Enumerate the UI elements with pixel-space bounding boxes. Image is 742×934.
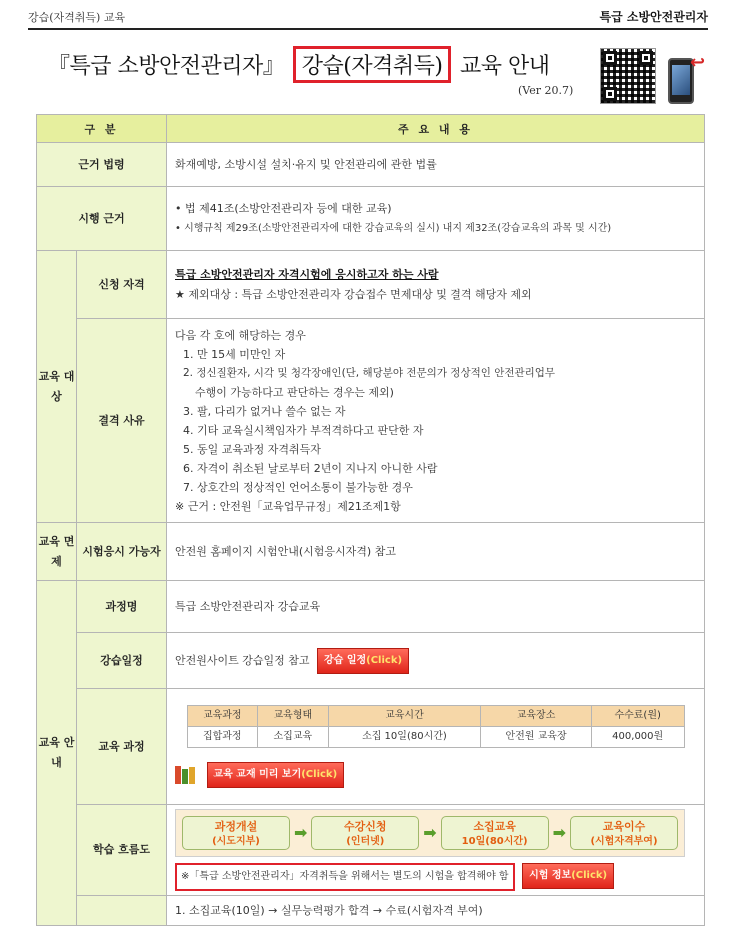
arrow-right-icon: ➡ (293, 823, 308, 842)
disq-line: 6. 자격이 취소된 날로부터 2년이 지나지 아니한 사람 (183, 461, 438, 475)
course-cell (167, 689, 705, 805)
page-header (28, 8, 708, 30)
last-row-text: 1. 소집교육(10일) → 실무능력평가 합격 → 수료(시험자격 부여) (167, 896, 705, 926)
impl-basis-line: • 법 제41조(소방안전관리자 등에 대한 교육) (175, 201, 392, 215)
legal-basis-text: 화재예방, 소방시설 설치·유지 및 안전관리에 관한 법률 (167, 143, 705, 187)
schedule-cell (167, 633, 705, 689)
impl-basis-line: • 시행규칙 제29조(소방안전관리자에 대한 강습교육의 실시) 내지 제32조(강습교육의 과목 및 시간) (175, 222, 612, 234)
course-col-header: 교육과정 (187, 706, 258, 727)
header-left: 강습(자격취득) 교육 (28, 11, 126, 24)
qualification-line2: ★ 제외대상 : 특급 소방안전관리자 강습접수 면제대상 및 결격 해당자 제외 (175, 287, 532, 301)
course-col-header: 수수료(원) (591, 706, 684, 727)
books-icon (175, 766, 195, 784)
qualification-label: 신청 자격 (77, 251, 167, 319)
flow-step (570, 816, 678, 850)
textbook-preview-button[interactable] (207, 762, 345, 788)
course-cell-value: 소집 10일(80시간) (328, 727, 481, 748)
disqualification-text (167, 319, 705, 523)
course-col-header: 교육장소 (481, 706, 592, 727)
disq-line: ※ 근거 : 안전원「교육업무규정」제21조제1항 (175, 499, 401, 513)
preview-button-label: 교육 교재 미리 보기 (213, 769, 302, 780)
title-highlight: 강습(자격취득) (293, 46, 452, 83)
qualification-line1: 특급 소방안전관리자 자격시험에 응시하고자 하는 사람 (175, 267, 439, 281)
course-name-label: 과정명 (77, 581, 167, 633)
guide-group-label: 교육 안내 (37, 581, 77, 926)
schedule-label: 강습일정 (77, 633, 167, 689)
qr-code-icon[interactable] (600, 48, 656, 104)
flow-step-title: 소집교육 (473, 820, 516, 833)
schedule-click-label: (Click) (366, 654, 403, 666)
course-cell-value: 400,000원 (591, 727, 684, 748)
header-right: 특급 소방안전관리자 (599, 10, 708, 24)
flow-cell (167, 805, 705, 896)
course-col-header: 교육형태 (258, 706, 329, 727)
exemption-text: 안전원 홈페이지 시험안내(시험응시자격) 참고 (167, 523, 705, 581)
exam-info-button[interactable] (522, 863, 614, 889)
disq-line: 3. 팔, 다리가 없거나 쓸수 없는 자 (183, 404, 346, 418)
flow-step (441, 816, 549, 850)
course-name-text: 특급 소방안전관리자 강습교육 (167, 581, 705, 633)
exam-button-label: 시험 정보 (529, 870, 572, 881)
arrow-right-icon: ➡ (552, 823, 567, 842)
exam-click-label: (Click) (571, 870, 608, 881)
title-section (28, 36, 708, 112)
disq-line: 4. 기타 교육실시책임자가 부적격하다고 판단한 자 (183, 423, 424, 437)
course-cell-value: 소집교육 (258, 727, 329, 748)
disq-line: 2. 정신질환자, 시각 및 청각장애인(단, 해당분야 전문의가 정상적인 안전관리업무 (183, 366, 556, 379)
course-cell-value: 집합과정 (187, 727, 258, 748)
course-col-header: 교육시간 (328, 706, 481, 727)
flow-step-title: 수강신청 (344, 820, 387, 833)
title-part1: 『특급 소방안전관리자』 (48, 54, 285, 79)
flow-diagram (175, 809, 685, 857)
header-content: 주 요 내 용 (167, 115, 705, 143)
exemption-label: 시험응시 가능자 (77, 523, 167, 581)
header-category: 구 분 (37, 115, 167, 143)
disq-line: 다음 각 호에 해당하는 경우 (175, 328, 306, 342)
course-table (187, 705, 685, 748)
qualification-text (167, 251, 705, 319)
legal-basis-label: 근거 법령 (37, 143, 167, 187)
flow-label: 학습 흐름도 (77, 805, 167, 896)
version-label: (Ver 20.7) (518, 84, 574, 97)
schedule-button[interactable] (317, 648, 409, 674)
flow-step-title: 교육이수 (602, 820, 646, 833)
schedule-text: 안전원사이트 강습일정 참고 (175, 653, 310, 667)
last-row-label (77, 896, 167, 926)
disq-line: 수행이 가능하다고 판단하는 경우는 제외) (195, 385, 394, 399)
flow-step-sub: 10일(80시간) (461, 836, 528, 847)
disq-line: 7. 상호간의 정상적인 언어소통이 불가능한 경우 (183, 480, 413, 494)
page-title (48, 46, 549, 83)
target-group-label: 교육 대상 (37, 251, 77, 523)
flow-step-title: 과정개설 (214, 820, 258, 833)
info-table (36, 114, 705, 926)
impl-basis-text (167, 187, 705, 251)
disq-line: 5. 동일 교육과정 자격취득자 (183, 442, 321, 456)
arrow-right-icon: ➡ (423, 823, 437, 842)
flow-step-sub: (시도지부) (212, 836, 260, 847)
disq-line: 1. 만 15세 미만인 자 (183, 347, 286, 361)
impl-basis-label: 시행 근거 (37, 187, 167, 251)
preview-click-label: (Click) (301, 769, 338, 780)
course-cell-value: 안전원 교육장 (481, 727, 592, 748)
flow-step (182, 816, 290, 850)
course-label: 교육 과정 (77, 689, 167, 805)
flow-step-sub: (시험자격부여) (590, 836, 658, 847)
exam-note: ※「특급 소방안전관리자」자격취득을 위해서는 별도의 시험을 합격해야 함 (175, 863, 515, 891)
flow-step-sub: (인터넷) (346, 836, 385, 847)
title-part2: 교육 안내 (459, 54, 550, 79)
schedule-button-label: 강습 일정 (324, 654, 367, 666)
exemption-group-label: 교육 면제 (37, 523, 77, 581)
flow-step (311, 816, 419, 850)
disqualification-label: 결격 사유 (77, 319, 167, 523)
arrow-icon: ↩ (690, 52, 706, 73)
